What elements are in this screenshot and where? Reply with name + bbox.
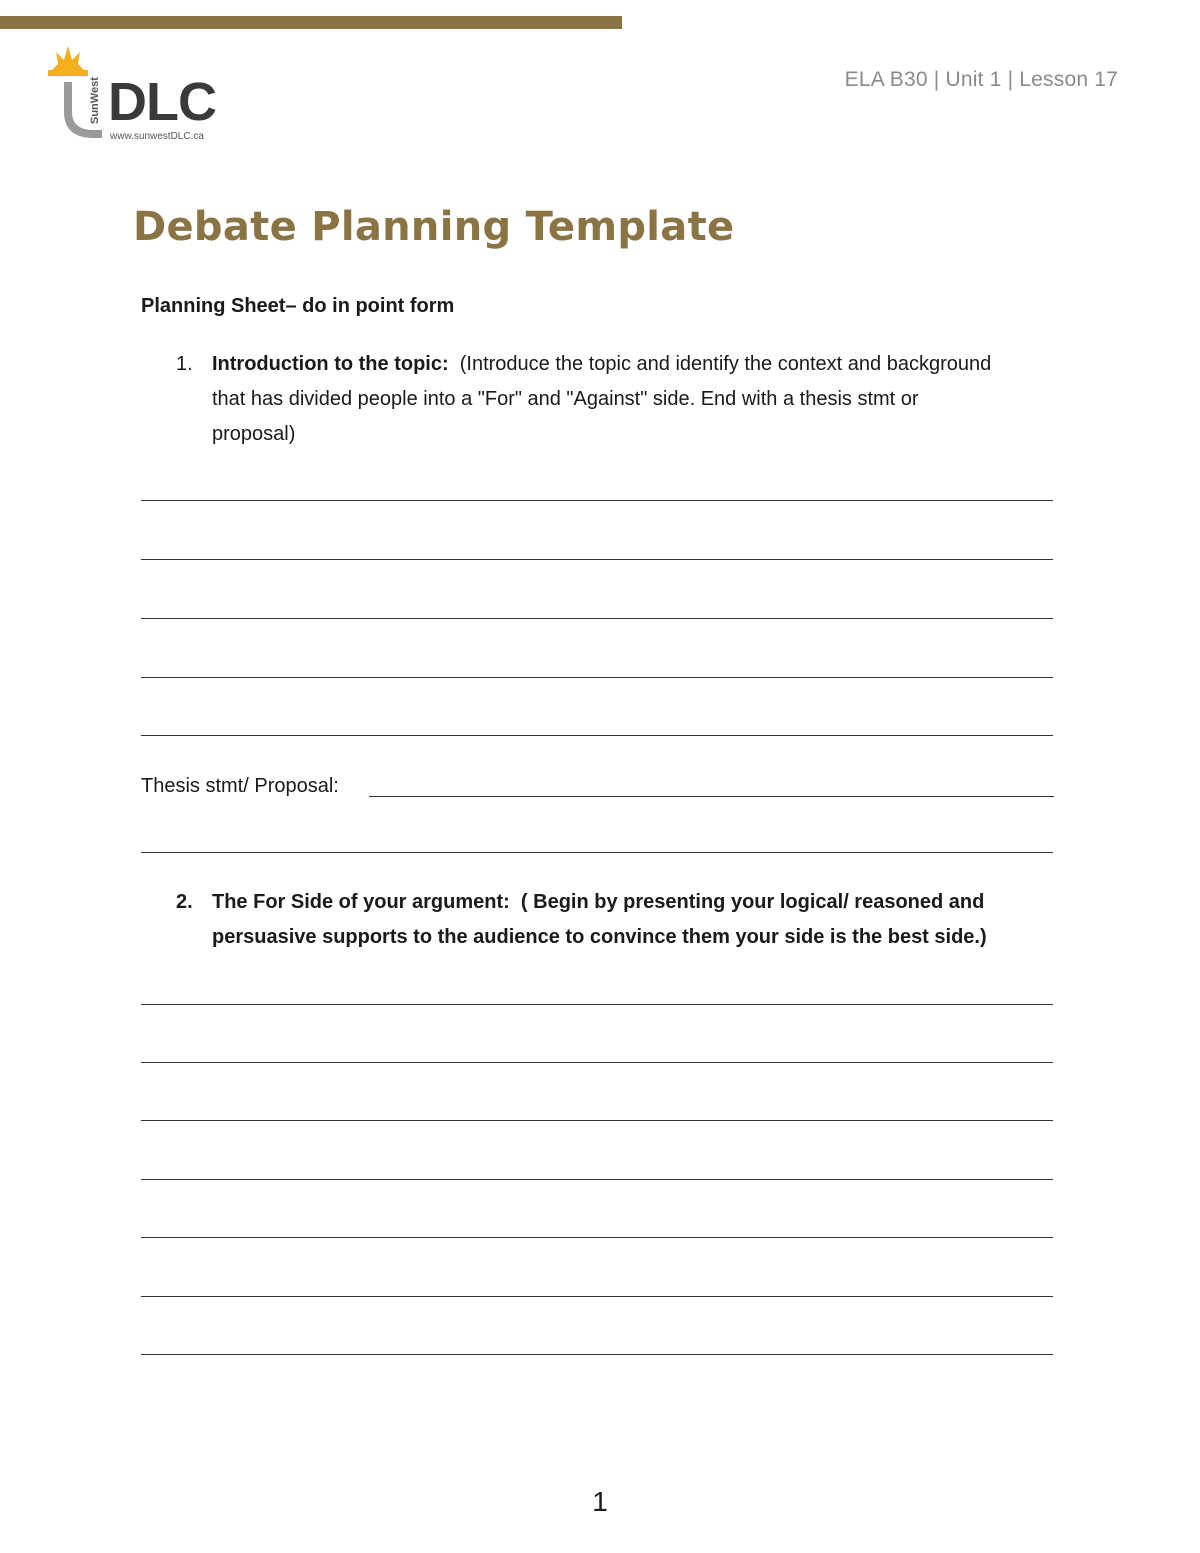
page-title: Debate Planning Template — [133, 204, 735, 250]
answer-line-9[interactable] — [141, 1120, 1053, 1121]
section-1-text-line1: (Introduce the topic and identify the context and background — [459, 353, 992, 375]
logo-url[interactable]: www.sunwestDLC.ca — [110, 131, 204, 142]
header-accent-bar — [0, 16, 622, 29]
section-1-text-line3: proposal) — [212, 423, 296, 445]
thesis-label: Thesis stmt/ Proposal: — [141, 775, 339, 797]
logo-vertical-text: SunWest — [89, 77, 101, 124]
answer-line-3[interactable] — [141, 618, 1053, 619]
page-number: 1 — [592, 1486, 608, 1517]
sun-icon — [48, 46, 88, 76]
sunwest-dlc-logo — [44, 42, 224, 146]
thesis-answer-line[interactable] — [369, 796, 1054, 797]
answer-line-11[interactable] — [141, 1237, 1053, 1238]
course-info: ELA B30 | Unit 1 | Lesson 17 — [844, 68, 1118, 91]
section-2-text-line2: persuasive supports to the audience to convince them your side is the best side.) — [212, 926, 987, 948]
section-2-text-line1: ( Begin by presenting your logical/ reasoned and — [520, 891, 985, 913]
answer-line-10[interactable] — [141, 1179, 1053, 1180]
answer-line-1[interactable] — [141, 500, 1053, 501]
section-1-heading: Introduction to the topic: — [212, 353, 449, 375]
answer-line-4[interactable] — [141, 677, 1053, 678]
answer-line-5[interactable] — [141, 735, 1053, 736]
answer-line-8[interactable] — [141, 1062, 1053, 1063]
answer-line-2[interactable] — [141, 559, 1053, 560]
answer-line-6[interactable] — [141, 852, 1053, 853]
logo-brand-text: DLC — [108, 72, 216, 132]
section-1-text-line2: that has divided people into a "For" and "Against" side. End with a thesis stmt or — [212, 388, 919, 410]
planning-subtitle: Planning Sheet– do in point form — [141, 295, 455, 317]
section-1-prompt — [176, 347, 1066, 452]
section-2-heading: The For Side of your argument: — [212, 891, 510, 913]
section-2-prompt — [176, 885, 1066, 955]
section-1-number: 1. — [176, 353, 193, 375]
section-2-number: 2. — [176, 891, 193, 913]
answer-line-7[interactable] — [141, 1004, 1053, 1005]
answer-line-13[interactable] — [141, 1354, 1053, 1355]
answer-line-12[interactable] — [141, 1296, 1053, 1297]
